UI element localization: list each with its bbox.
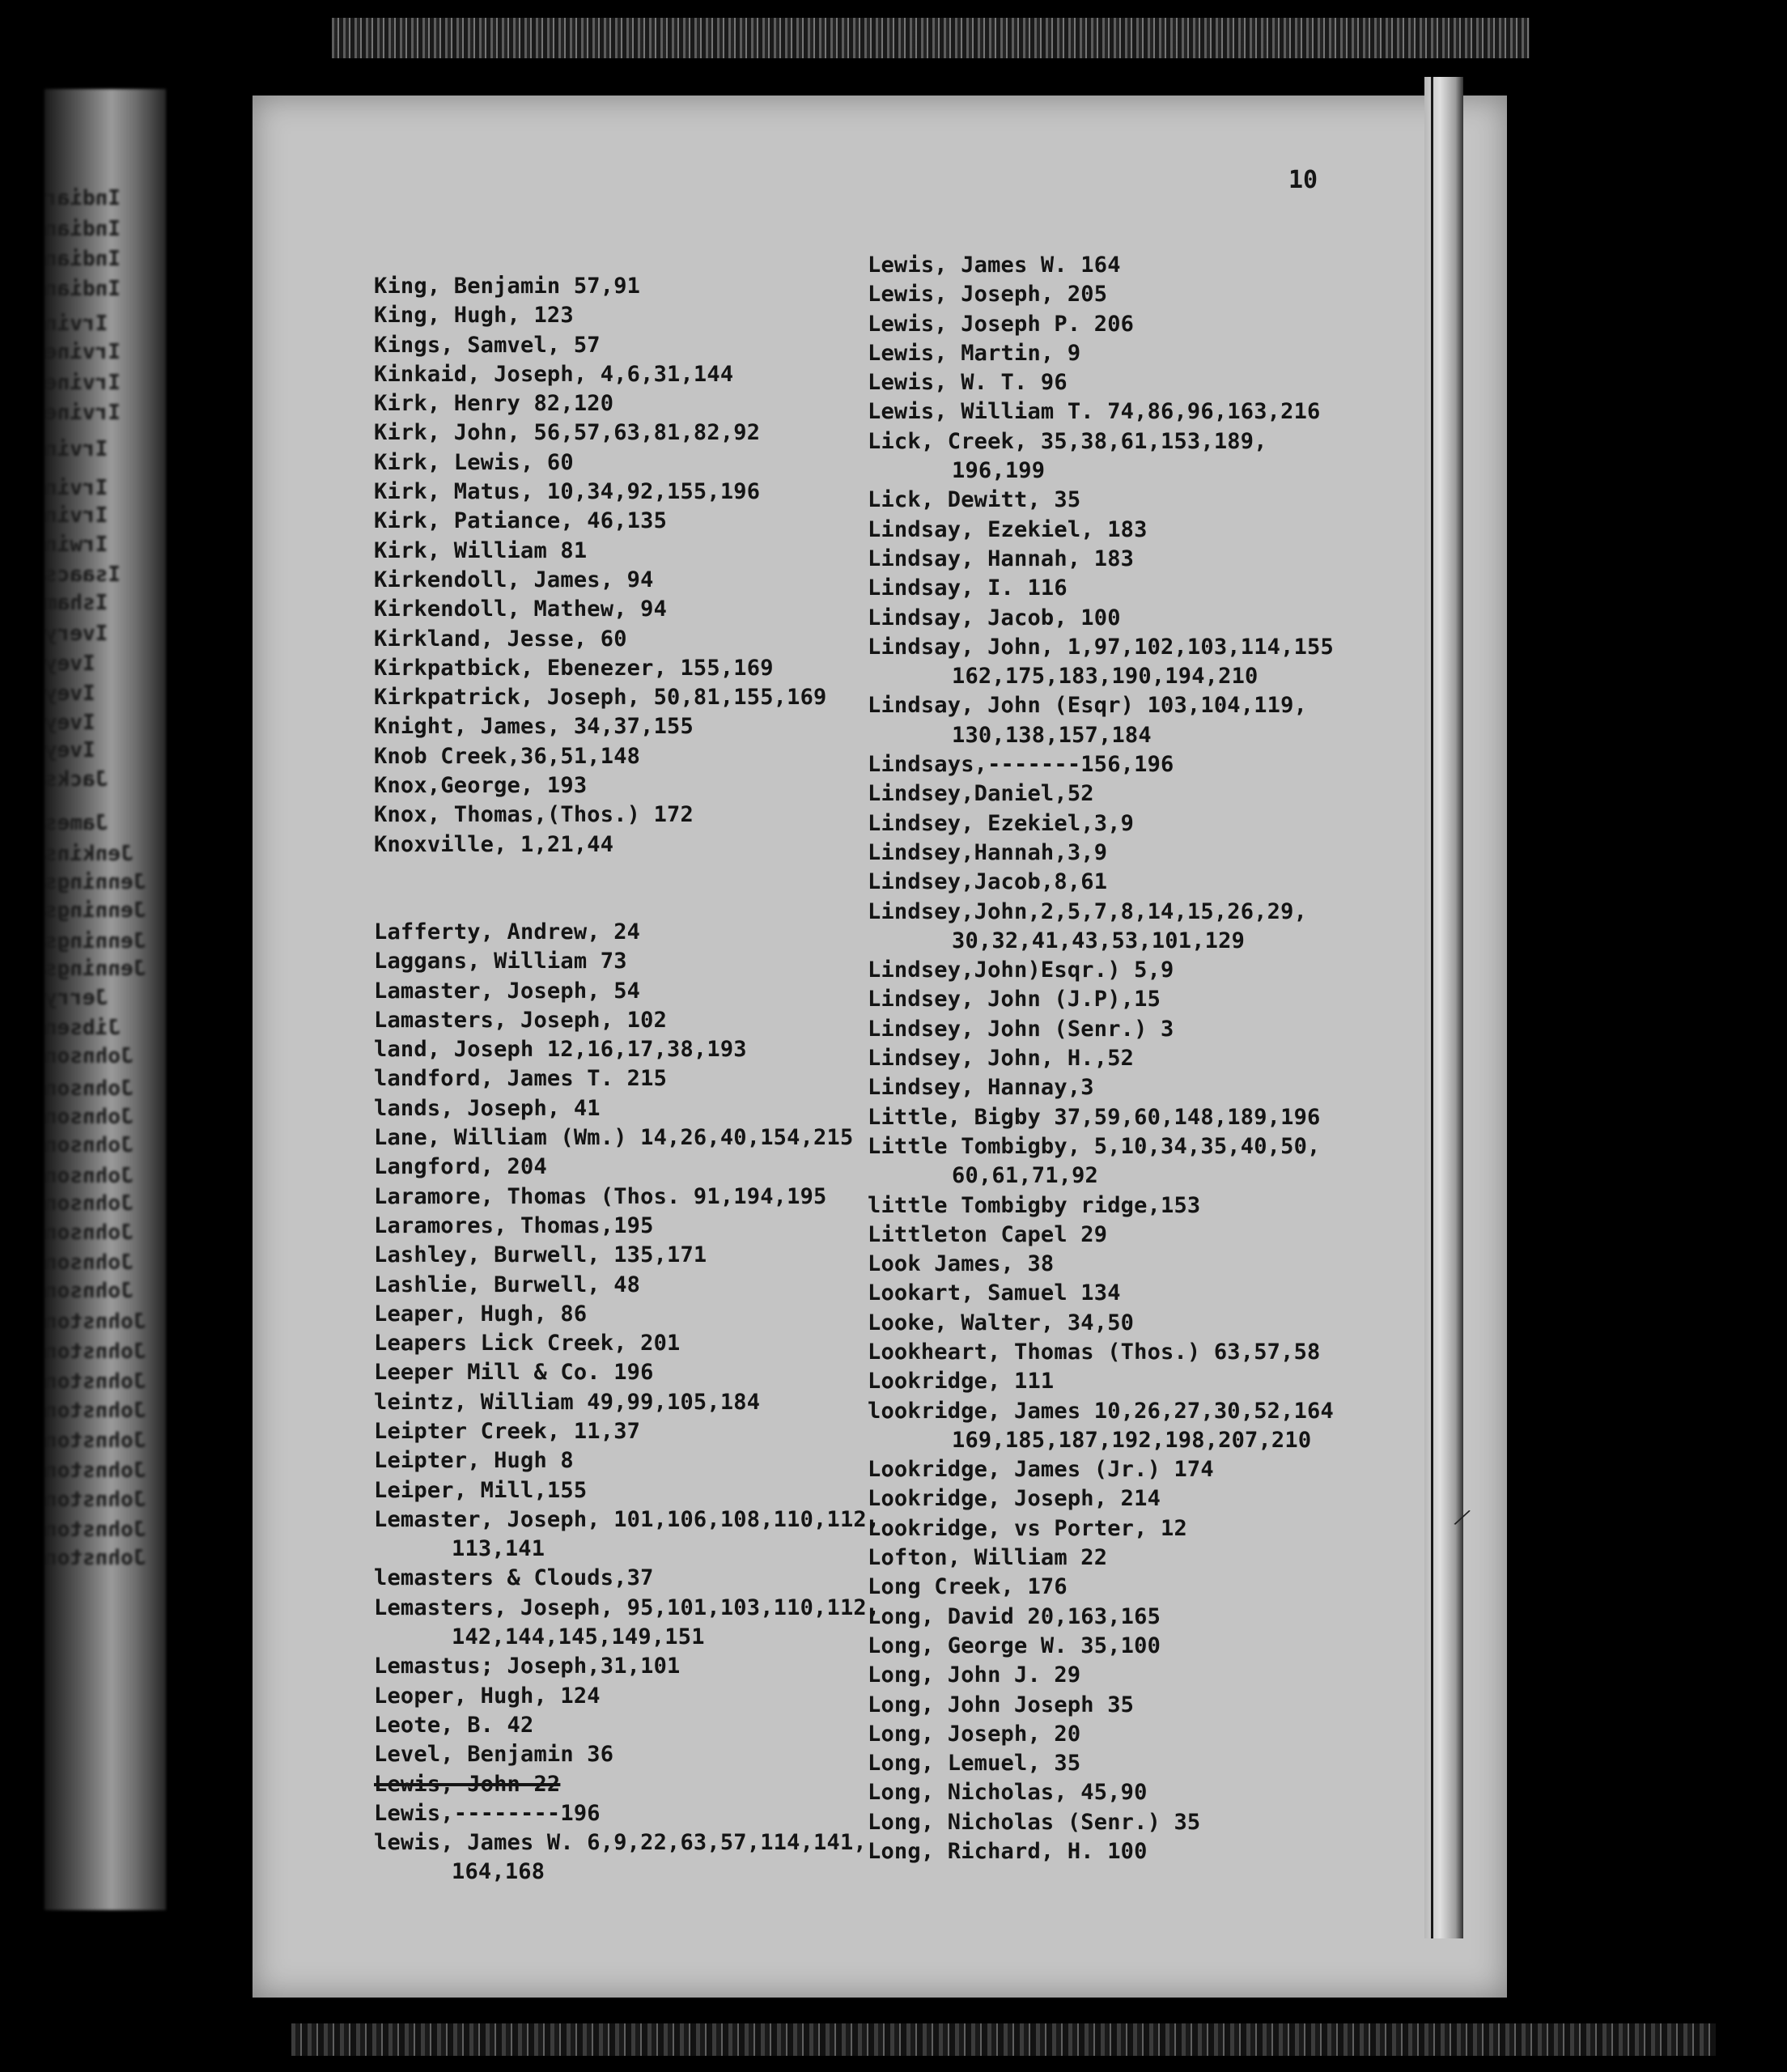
bleed-through-text: Johnson	[45, 1164, 134, 1187]
index-entry: Laggans, William 73	[374, 949, 627, 974]
index-entry: Lindsay, John, 1,97,102,103,114,155	[868, 634, 1334, 660]
bleed-through-text: Johnson	[45, 1191, 134, 1214]
index-entry: Lewis, John 22	[374, 1771, 561, 1797]
index-entry: Lindsey, Hannay,3	[868, 1075, 1094, 1101]
index-entry: Lindsey, John, H.,52	[868, 1046, 1135, 1072]
index-entry: Level, Benjamin 36	[374, 1742, 614, 1768]
index-entry: Long, Nicholas, 45,90	[868, 1780, 1148, 1806]
bleed-through-text: Irvine	[45, 401, 121, 423]
bleed-through-text: Johnson	[45, 1279, 134, 1301]
bleed-through-text: Indian	[45, 217, 121, 240]
index-entry: Lindsey,John)Esqr.) 5,9	[868, 957, 1174, 983]
bleed-through-text: Ivey	[45, 681, 96, 704]
bleed-through-text: Jibsen	[45, 1016, 121, 1038]
index-entry: Leoper, Hugh, 124	[374, 1683, 601, 1709]
index-entry: Lindsey, John (Senr.) 3	[868, 1016, 1174, 1042]
index-entry: Kirkpatbick, Ebenezer, 155,169	[374, 655, 774, 681]
bleed-through-text: Johnson	[45, 1076, 134, 1099]
index-entry: Long, David 20,163,165	[868, 1603, 1161, 1629]
index-entry: Littleton Capel 29	[868, 1221, 1108, 1247]
index-entry: Lindsey,John,2,5,7,8,14,15,26,29,	[868, 898, 1308, 924]
film-edge-top	[332, 18, 1530, 58]
bleed-through-text: Johnston	[45, 1458, 146, 1481]
index-entry: Lookridge, 111	[868, 1369, 1055, 1395]
bleed-through-text: Jennings	[45, 957, 146, 979]
bleed-through-text: James	[45, 811, 108, 834]
index-entry-continuation: 164,168	[452, 1859, 545, 1885]
index-entry: Lookheart, Thomas (Thos.) 63,57,58	[868, 1339, 1321, 1365]
bleed-through-text: Johnston	[45, 1340, 146, 1362]
index-entry: Knob Creek,36,51,148	[374, 743, 641, 769]
bleed-through-text: Johnston	[45, 1399, 146, 1421]
index-entry: Lofton, William 22	[868, 1545, 1108, 1571]
index-entry: Lashley, Burwell, 135,171	[374, 1242, 707, 1268]
index-entry: lands, Joseph, 41	[374, 1095, 601, 1121]
bleed-through-text: Johnson	[45, 1044, 134, 1067]
bleed-through-text: Johnston	[45, 1546, 146, 1569]
index-entry: Lindsay, John (Esqr) 103,104,119,	[868, 693, 1308, 719]
index-entry: King, Hugh, 123	[374, 303, 574, 329]
index-entry: Long, John Joseph 35	[868, 1692, 1135, 1717]
bleed-through-text: Ivey	[45, 711, 96, 733]
page-binding-edge	[1424, 77, 1463, 1938]
index-entry: Lewis, W. T. 96	[868, 370, 1068, 396]
index-entry-continuation: 162,175,183,190,194,210	[952, 664, 1259, 690]
bleed-through-text: Jennings	[45, 898, 146, 921]
bleed-through-text: Jennings	[45, 929, 146, 952]
bleed-through-text: Johnson	[45, 1221, 134, 1243]
bleed-through-text: Johnston	[45, 1429, 146, 1451]
bleed-through-text: Jennings	[45, 870, 146, 893]
index-entry: Kirkendoll, Mathew, 94	[374, 597, 668, 622]
bleed-through-text: Irwin	[45, 533, 108, 555]
index-entry: Lashlie, Burwell, 48	[374, 1272, 641, 1297]
index-entry: Laramore, Thomas (Thos. 91,194,195	[374, 1183, 827, 1209]
bleed-through-text: Irvin	[45, 503, 108, 526]
bleed-through-text: Irvin	[45, 476, 108, 499]
bleed-through-text: Johnston	[45, 1518, 146, 1540]
index-entry: Knight, James, 34,37,155	[374, 714, 694, 740]
index-entry: Lane, William (Wm.) 14,26,40,154,215	[374, 1125, 854, 1151]
index-entry: Kirkland, Jesse, 60	[374, 626, 627, 652]
index-entry: Kirk, John, 56,57,63,81,82,92	[374, 420, 761, 446]
index-column-left	[374, 272, 892, 1887]
index-entry: Lindsay, I. 116	[868, 575, 1068, 601]
index-entry-continuation: 196,199	[952, 458, 1046, 484]
index-entry-continuation: 142,144,145,149,151	[452, 1624, 705, 1650]
bleed-through-text: Ivey	[45, 652, 96, 674]
index-entry: Long Creek, 176	[868, 1574, 1068, 1600]
index-entry: Lookart, Samuel 134	[868, 1280, 1121, 1306]
index-entry: Lemastus; Joseph,31,101	[374, 1654, 681, 1679]
index-entry: Lemaster, Joseph, 101,106,108,110,112,	[374, 1506, 881, 1532]
index-entry: Lewis, James W. 164	[868, 253, 1121, 278]
index-entry: Leaper, Hugh, 86	[374, 1301, 588, 1327]
index-entry: Lewis, Joseph, 205	[868, 282, 1108, 308]
bleed-through-text: Ivery	[45, 622, 108, 644]
index-entry: Laramores, Thomas,195	[374, 1212, 654, 1238]
index-entry-continuation: 30,32,41,43,53,101,129	[952, 928, 1246, 953]
index-entry: Long, George W. 35,100	[868, 1633, 1161, 1658]
index-entry: Long, John J. 29	[868, 1662, 1081, 1688]
index-entry: Lookridge, James (Jr.) 174	[868, 1457, 1214, 1483]
index-entry: Lookridge, vs Porter, 12	[868, 1515, 1187, 1541]
bleed-through-text: Irvin	[45, 312, 108, 334]
index-column-right	[868, 251, 1426, 1866]
index-entry: Lafferty, Andrew, 24	[374, 919, 641, 945]
index-entry: Long, Joseph, 20	[868, 1721, 1081, 1747]
index-entry: Lookridge, Joseph, 214	[868, 1486, 1161, 1512]
index-entry: Lindsays,-------156,196	[868, 752, 1174, 778]
index-entry: Leipter, Hugh 8	[374, 1448, 574, 1474]
index-entry-continuation: 60,61,71,92	[952, 1163, 1099, 1189]
index-entry: Lindsey,Jacob,8,61	[868, 869, 1108, 895]
index-entry: Lamaster, Joseph, 54	[374, 978, 641, 1004]
index-entry: Look James, 38	[868, 1251, 1055, 1277]
index-entry: Lindsey,Hannah,3,9	[868, 839, 1108, 865]
bleed-through-text: Ivey	[45, 738, 96, 761]
film-edge-bottom	[291, 2023, 1716, 2056]
bleed-through-text: Indiar	[45, 186, 121, 209]
index-entry-continuation: 169,185,187,192,198,207,210	[952, 1427, 1312, 1453]
bleed-through-text: Isaacs	[45, 563, 121, 585]
index-entry: Leipter Creek, 11,37	[374, 1418, 641, 1444]
index-entry: Long, Richard, H. 100	[868, 1839, 1148, 1865]
index-entry: Lewis, William T. 74,86,96,163,216	[868, 399, 1321, 425]
index-entry: Leote, B. 42	[374, 1712, 534, 1738]
index-entry: landford, James T. 215	[374, 1066, 668, 1092]
index-entry: lemasters & Clouds,37	[374, 1565, 654, 1591]
bleed-through-text: Johnston	[45, 1488, 146, 1510]
index-entry: Kings, Samvel, 57	[374, 332, 601, 358]
bleed-through-text: Johnson	[45, 1105, 134, 1127]
index-entry: Lindsay, Hannah, 183	[868, 546, 1135, 571]
bleed-through-text: Jerry	[45, 986, 108, 1008]
index-entry: Looke, Walter, 34,50	[868, 1310, 1135, 1335]
bleed-through-text: Indian	[45, 277, 121, 299]
bleed-through-text: Irvine	[45, 371, 121, 393]
index-entry: Leapers Lick Creek, 201	[374, 1331, 681, 1357]
index-entry: Lindsey, John (J.P),15	[868, 987, 1161, 1013]
bleed-through-text: Johnson	[45, 1250, 134, 1273]
index-entry: Lemasters, Joseph, 95,101,103,110,112,	[374, 1594, 881, 1620]
index-entry: Kirkpatrick, Joseph, 50,81,155,169	[374, 685, 827, 711]
index-entry: Little, Bigby 37,59,60,148,189,196	[868, 1104, 1321, 1130]
index-entry: Lindsay, Ezekiel, 183	[868, 516, 1148, 542]
index-entry: Langford, 204	[374, 1154, 547, 1180]
section-gap	[374, 860, 892, 918]
page-number: 10	[1288, 166, 1318, 194]
index-entry: Lick, Creek, 35,38,61,153,189,	[868, 428, 1267, 454]
index-entry: Lindsey, Ezekiel,3,9	[868, 810, 1135, 836]
index-entry: lewis, James W. 6,9,22,63,57,114,141,	[374, 1830, 867, 1856]
bleed-through-text: Indian	[45, 247, 121, 270]
bleed-through-text: Johnson	[45, 1133, 134, 1156]
bleed-through-text: Johnston	[45, 1369, 146, 1392]
index-entry: land, Joseph 12,16,17,38,193	[374, 1037, 747, 1063]
bleed-through-text: Irvin	[45, 437, 108, 460]
index-entry: Kirk, Henry 82,120	[374, 391, 614, 417]
index-entry: Knoxville, 1,21,44	[374, 831, 614, 857]
index-entry: Long, Nicholas (Senr.) 35	[868, 1809, 1201, 1835]
index-entry: Kirk, Patiance, 46,135	[374, 508, 668, 534]
index-entry: leintz, William 49,99,105,184	[374, 1389, 761, 1415]
index-entry-continuation: 113,141	[452, 1536, 545, 1562]
index-entry: Leiper, Mill,155	[374, 1477, 588, 1503]
index-entry: King, Benjamin 57,91	[374, 274, 641, 299]
bleed-through-text: Irvine	[45, 340, 121, 363]
index-entry: Lewis, Martin, 9	[868, 340, 1081, 366]
bleed-through-text: Isham	[45, 591, 108, 614]
index-entry: lookridge, James 10,26,27,30,52,164	[868, 1398, 1334, 1424]
index-entry: Lewis, Joseph P. 206	[868, 311, 1135, 337]
index-entry: Long, Lemuel, 35	[868, 1751, 1081, 1777]
bleed-through-text: Johnston	[45, 1310, 146, 1332]
index-entry: Lamasters, Joseph, 102	[374, 1007, 668, 1033]
index-entry: Kirk, Matus, 10,34,92,155,196	[374, 479, 761, 505]
index-entry: Leeper Mill & Co. 196	[374, 1360, 654, 1386]
index-entry: Kinkaid, Joseph, 4,6,31,144	[374, 361, 734, 387]
margin-tick-mark: ⁄	[1449, 1499, 1475, 1536]
index-entry: Little Tombigby, 5,10,34,35,40,50,	[868, 1133, 1321, 1159]
index-entry: little Tombigby ridge,153	[868, 1192, 1201, 1218]
adjacent-page-bleed	[45, 89, 166, 1910]
index-entry: Lindsay, Jacob, 100	[868, 605, 1121, 631]
index-entry: Kirk, Lewis, 60	[374, 449, 574, 475]
index-entry-continuation: 130,138,157,184	[952, 722, 1152, 748]
index-entry: Lewis,--------196	[374, 1800, 601, 1826]
index-entry: Kirk, William 81	[374, 537, 588, 563]
index-entry: Kirkendoll, James, 94	[374, 567, 654, 592]
index-entry: Lindsey,Daniel,52	[868, 781, 1094, 807]
index-entry: Knox,George, 193	[374, 773, 588, 799]
index-entry: Lick, Dewitt, 35	[868, 487, 1081, 513]
bleed-through-text: Jacks	[45, 767, 108, 790]
bleed-through-text: Jenkins	[45, 842, 134, 864]
index-entry: Knox, Thomas,(Thos.) 172	[374, 802, 694, 828]
